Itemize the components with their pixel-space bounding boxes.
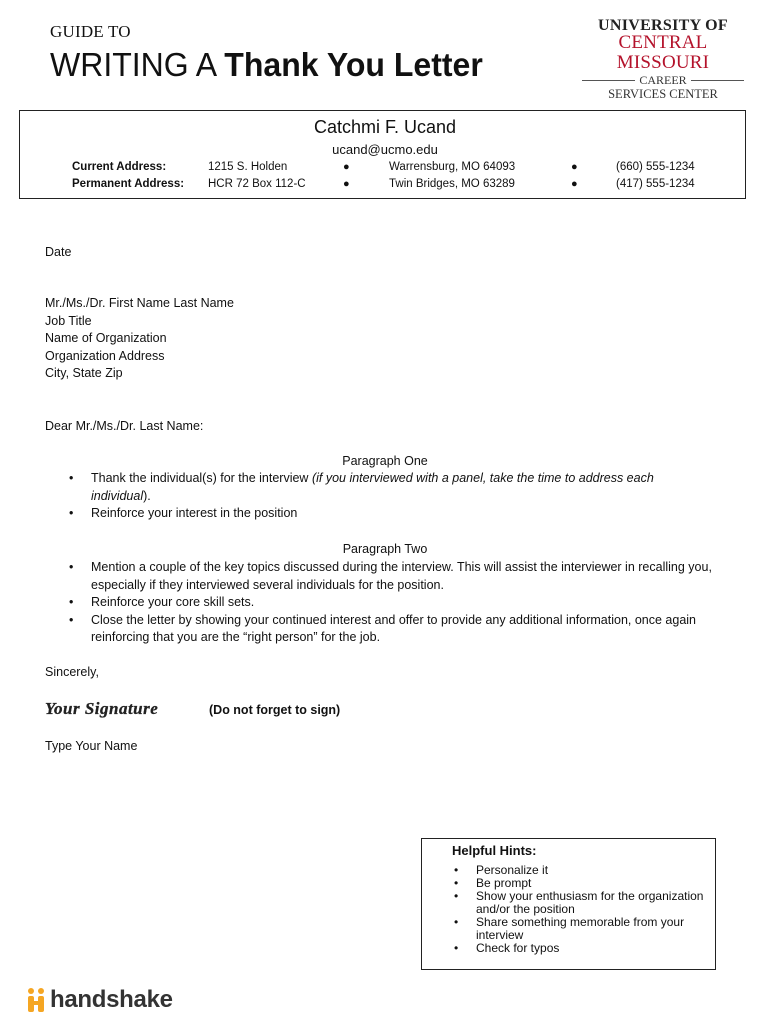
bullet-icon: • [69,595,74,609]
bullet-icon: • [454,876,459,890]
salutation: Dear Mr./Ms./Dr. Last Name: [45,419,204,433]
list-item: • Close the letter by showing your continued interest and offer to provide any additional information, once again reinforcing that you are the “right person” for the job. [69,612,697,644]
paragraph-one-heading: Paragraph One [342,454,428,468]
current-street: 1215 S. Holden [208,161,288,173]
permanent-street: HCR 72 Box 112-C [208,178,306,190]
list-item: • Thank the individual(s) for the interview (if you interviewed with a panel, take the time to address each individual). [69,471,654,503]
signature-note: (Do not forget to sign) [209,703,341,717]
recipient-block [45,295,234,383]
helpful-hints-list [454,863,712,955]
bullet-icon: • [69,560,74,574]
list-item: • Be prompt [454,876,532,890]
recipient-line: Name of Organization [45,331,167,345]
list-item: • Share something memorable from your interview [454,915,685,942]
bullet-icon: ● [571,161,578,173]
signature: Your Signature [45,699,159,718]
bullet-icon: • [69,471,74,485]
recipient-line: Mr./Ms./Dr. First Name Last Name [45,296,234,310]
list-item: • Reinforce your core skill sets. [91,594,723,612]
contact-email: ucand@ucmo.edu [332,142,438,157]
handshake-wordmark: handshake [50,986,173,1013]
letter-date: Date [45,245,72,259]
bullet-icon: • [454,863,459,877]
bullet-icon: • [454,889,459,903]
type-your-name: Type Your Name [45,739,138,753]
bullet-icon: • [69,506,74,520]
list-item: • Personalize it [454,863,549,877]
paragraph-one-list [69,470,691,523]
logo-career: CAREER [639,73,687,87]
handshake-logo [26,986,173,1014]
paragraph-two-list [69,559,723,647]
list-item: • Show your enthusiasm for the organization and/or the position [454,889,704,916]
current-address-label: Current Address: [72,161,167,173]
contact-name: Catchmi F. Ucand [313,117,457,137]
bullet-icon: • [454,941,459,955]
guide-to-label: GUIDE TO [50,22,131,41]
page-title [50,46,483,84]
current-city: Warrensburg, MO 64093 [389,161,516,173]
title-bold: Thank You Letter [224,46,483,83]
logo-services-center: SERVICES CENTER [608,87,718,101]
recipient-line: Organization Address [45,348,165,363]
permanent-address-label: Permanent Address: [72,178,185,190]
recipient-line: City, State Zip [45,366,123,380]
ucm-career-services-logo [578,18,748,101]
current-phone: (660) 555-1234 [616,161,695,173]
closing: Sincerely, [45,665,99,679]
list-item: • Reinforce your interest in the position [91,505,691,523]
logo-university-of: UNIVERSITY OF [598,17,728,34]
bullet-icon: • [454,915,459,929]
list-item: • Check for typos [454,941,560,955]
helpful-hints-title: Helpful Hints: [452,843,537,858]
handshake-icon [26,987,48,1013]
title-regular: WRITING A [50,46,216,83]
bullet-icon: ● [343,161,350,173]
bullet-icon: ● [571,178,578,190]
recipient-line: Job Title [45,313,92,328]
bullet-icon: ● [343,178,350,190]
list-item: • Mention a couple of the key topics discussed during the interview. This will assist the interviewer in recalling you, especially if they interviewed several individuals for the position. [69,560,712,592]
logo-central-missouri: CENTRAL MISSOURI [616,32,710,73]
paragraph-two-heading: Paragraph Two [342,542,428,556]
bullet-icon: • [69,612,74,627]
permanent-city: Twin Bridges, MO 63289 [389,178,515,190]
permanent-phone: (417) 555-1234 [616,178,695,190]
